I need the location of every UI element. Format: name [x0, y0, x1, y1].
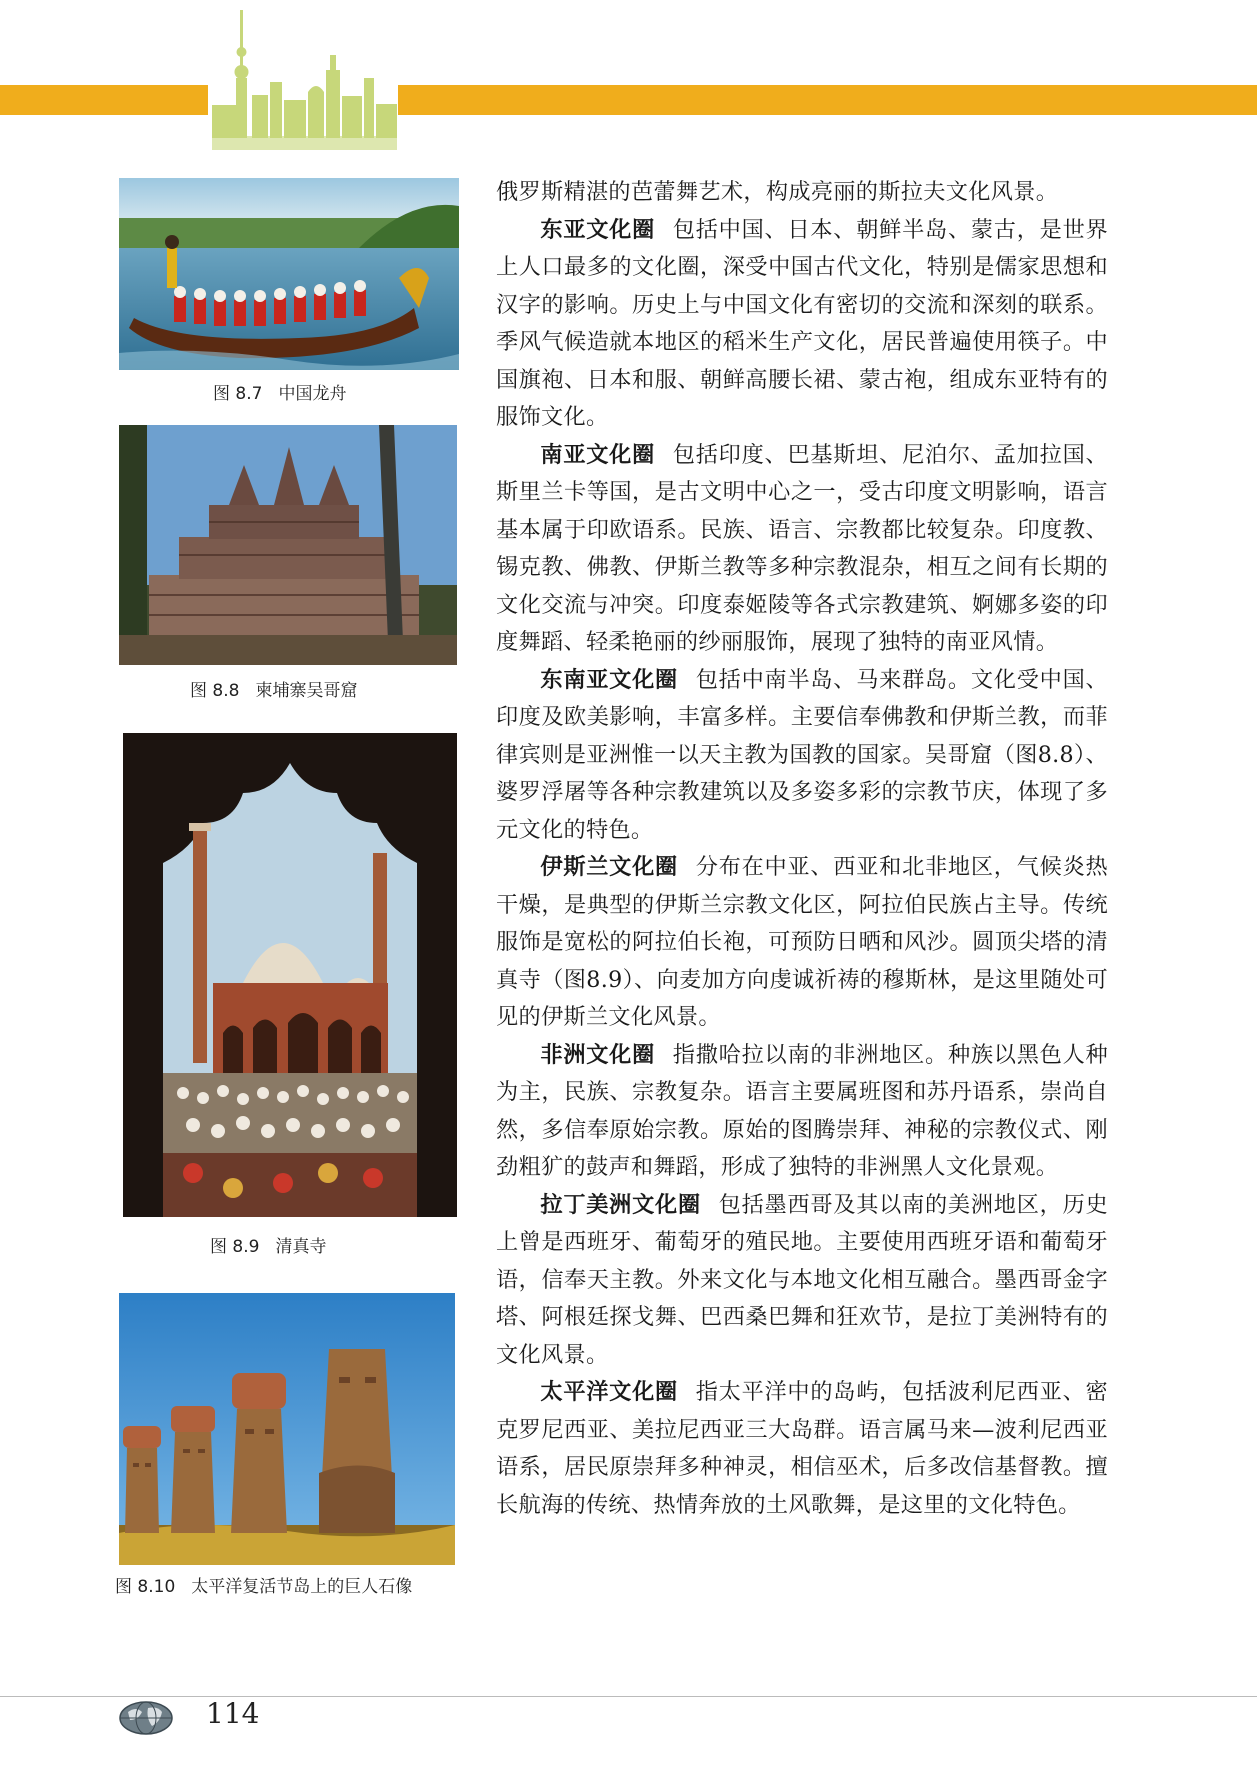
- section-term: 拉丁美洲文化圈: [540, 1191, 701, 1218]
- figure-dragon-boat: [119, 178, 459, 370]
- mosque-photo: [123, 733, 457, 1217]
- section-term: 太平洋文化圈: [540, 1379, 678, 1405]
- section-term: 伊斯兰文化圈: [540, 854, 678, 880]
- figure-caption: [210, 1232, 326, 1257]
- figure-moai: [119, 1293, 455, 1565]
- section-paragraph: [496, 1187, 1108, 1375]
- figure-number: 图 8.7: [213, 384, 263, 404]
- globe-icon: [118, 1700, 174, 1736]
- section-paragraph: [496, 1037, 1108, 1187]
- section-text: 指撒哈拉以南的非洲地区。种族以黑色人种为主，民族、宗教复杂。语言主要属班图和苏丹语系，崇尚自然，多信奉原始宗教。原始的图腾崇拜、神秘的宗教仪式、刚劲粗犷的鼓声和舞蹈，形成了独特的非洲黑人文化景观。: [496, 1041, 1109, 1180]
- city-skyline-icon: [212, 0, 397, 150]
- section-paragraph: [496, 1374, 1108, 1524]
- section-paragraph: [496, 662, 1108, 850]
- figure-number: 图 8.9: [210, 1237, 260, 1257]
- dragon-boat-photo: [119, 178, 459, 370]
- figure-mosque: [123, 733, 457, 1217]
- section-text: 分布在中亚、西亚和北非地区，气候炎热干燥，是典型的伊斯兰宗教文化区，阿拉伯民族占主导。传统服饰是宽松的阿拉伯长袍，可预防日晒和风沙。圆顶尖塔的清真寺（图8.9）、向麦加方向虔诚祈祷的穆斯林，是这里随处可见的伊斯兰文化风景。: [496, 854, 1108, 1030]
- section-text: 指太平洋中的岛屿，包括波利尼西亚、密克罗尼西亚、美拉尼西亚三大岛群。语言属马来—波利尼西亚语系，居民原崇拜多种神灵，相信巫术，后多改信基督教。擅长航海的传统、热情奔放的土风歌舞，是这里的文化特色。: [496, 1379, 1108, 1518]
- section-term: 东亚文化圈: [540, 216, 656, 243]
- moai-photo: [119, 1293, 455, 1565]
- page-number: 114: [206, 1697, 260, 1730]
- footer-rule: [0, 1696, 1257, 1697]
- section-text: 包括中国、日本、朝鲜半岛、蒙古，是世界上人口最多的文化圈，深受中国古代文化，特别是儒家思想和汉字的影响。历史上与中国文化有密切的交流和深刻的联系。季风气候造就本地区的稻米生产文化，居民普遍使用筷子。中国旗袍、日本和服、朝鲜高腰长裙、蒙古袍，组成东亚特有的服饰文化。: [496, 216, 1109, 430]
- section-text: 包括印度、巴基斯坦、尼泊尔、孟加拉国、斯里兰卡等国，是古文明中心之一，受古印度文明影响，语言基本属于印欧语系。民族、语言、宗教都比较复杂。印度教、锡克教、佛教、伊斯兰教等多种宗教混杂，相互之间有长期的文化交流与冲突。印度泰姬陵等各式宗教建筑、婀娜多姿的印度舞蹈、轻柔艳丽的纱丽服饰，展现了独特的南亚风情。: [496, 441, 1109, 655]
- figure-caption: [190, 676, 357, 701]
- figure-title: 中国龙舟: [278, 384, 347, 404]
- section-text: 包括中南半岛、马来群岛。文化受中国、印度及欧美影响，丰富多样。主要信奉佛教和伊斯兰教，而菲律宾则是亚洲惟一以天主教为国教的国家。吴哥窟（图8.8）、婆罗浮屠等各种宗教建筑以及多姿多彩的宗教节庆，体现了多元文化的特色。: [496, 666, 1108, 843]
- figure-caption: [213, 379, 346, 404]
- figure-title: 清真寺: [275, 1237, 327, 1257]
- figure-caption: [115, 1572, 412, 1597]
- section-term: 南亚文化圈: [540, 441, 656, 468]
- angkor-wat-photo: [119, 425, 457, 665]
- figure-title: 太平洋复活节岛上的巨人石像: [191, 1577, 413, 1597]
- section-term: 非洲文化圈: [540, 1041, 656, 1068]
- intro-line: 俄罗斯精湛的芭蕾舞艺术，构成亮丽的斯拉夫文化风景。: [496, 179, 1059, 205]
- section-paragraph: [496, 212, 1108, 437]
- section-term: 东南亚文化圈: [540, 666, 678, 693]
- section-paragraph: [496, 437, 1108, 662]
- header-band-left: [0, 85, 208, 115]
- figure-number: 图 8.8: [190, 681, 240, 701]
- figure-angkor-wat: [119, 425, 457, 665]
- figure-title: 柬埔寨吴哥窟: [255, 681, 358, 701]
- header-band-right: [398, 85, 1257, 115]
- main-text: [496, 174, 1108, 1524]
- section-text: 包括墨西哥及其以南的美洲地区，历史上曾是西班牙、葡萄牙的殖民地。主要使用西班牙语和葡萄牙语，信奉天主教。外来文化与本地文化相互融合。墨西哥金字塔、阿根廷探戈舞、巴西桑巴舞和狂欢节，是拉丁美洲特有的文化风景。: [496, 1191, 1108, 1368]
- figure-number: 图 8.10: [115, 1577, 176, 1597]
- section-paragraph: [496, 849, 1108, 1037]
